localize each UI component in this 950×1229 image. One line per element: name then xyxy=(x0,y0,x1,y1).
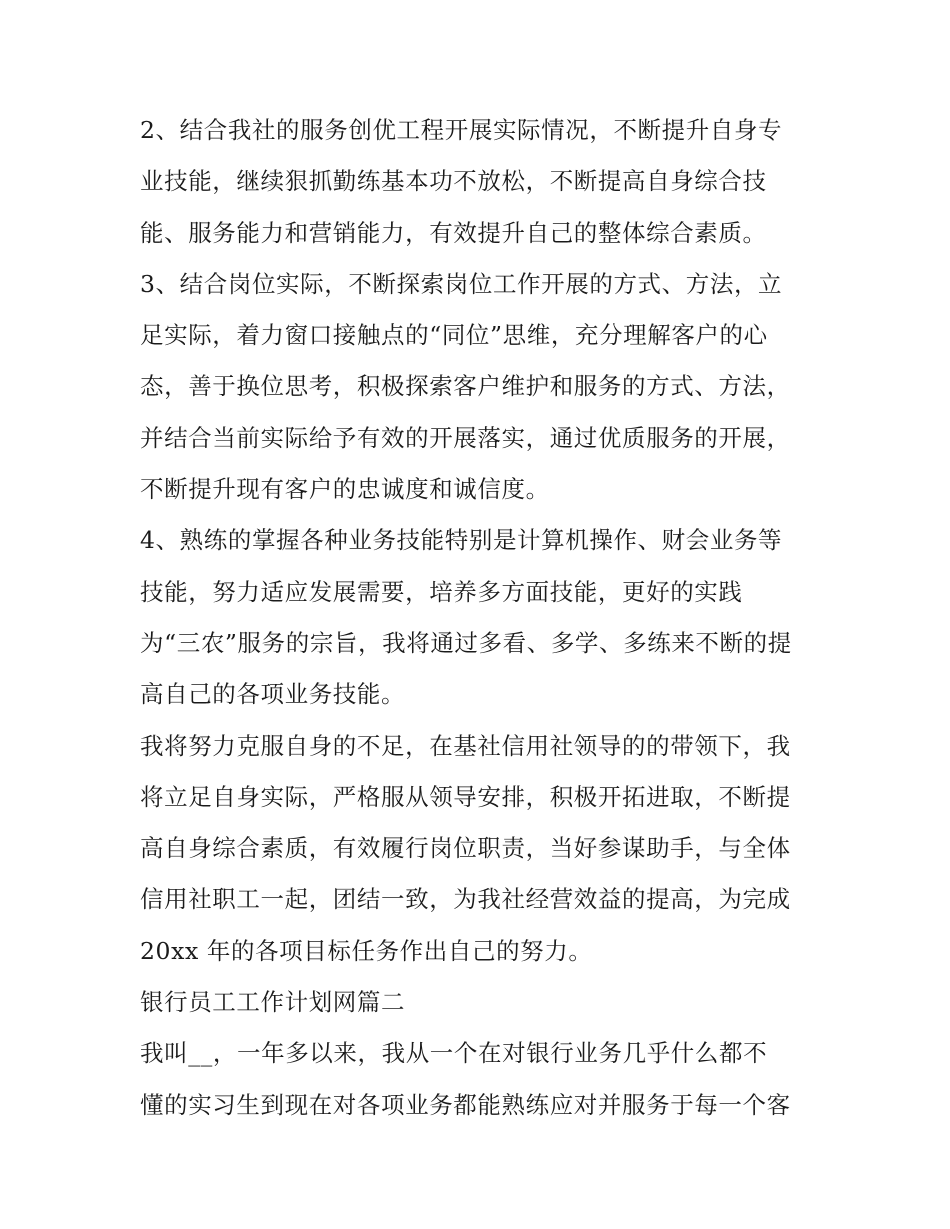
text-line: 我将努力克服自身的不足，在基社信用社领导的的带领下，我 xyxy=(140,731,791,760)
text-line: 为“三农”服务的宗旨，我将通过多看、多学、多练来不断的提 xyxy=(140,628,792,657)
text-line: 态，善于换位思考，积极探索客户维护和服务的方式、方法， xyxy=(140,372,791,401)
text-line: 技能，努力适应发展需要，培养多方面技能，更好的实践 xyxy=(140,577,743,606)
document-body xyxy=(140,105,820,1131)
text-line: 信用社职工一起，团结一致，为我社经营效益的提高，为完成 xyxy=(140,885,791,914)
text-line: 足实际，着力窗口接触点的“同位”思维，充分理解客户的心 xyxy=(140,321,768,350)
text-line: 2、结合我社的服务创优工程开展实际情况，不断提升自身专 xyxy=(140,116,783,144)
text-line: 懂的实习生到现在对各项业务都能熟练应对并服务于每一个客 xyxy=(140,1090,791,1119)
section-heading: 银行员工工作计划网篇二 xyxy=(140,988,406,1017)
text-line: 并结合当前实际给予有效的开展落实，通过优质服务的开展， xyxy=(140,423,791,452)
text-line: 20xx 年的各项目标任务作出自己的努力。 xyxy=(140,936,593,965)
text-line: 我叫__，一年多以来，我从一个在对银行业务几乎什么都不 xyxy=(140,1039,768,1068)
text-line: 能、服务能力和营销能力，有效提升自己的整体综合素质。 xyxy=(140,218,767,247)
text-line: 3、结合岗位实际，不断探索岗位工作开展的方式、方法，立 xyxy=(140,269,783,298)
text-line: 不断提升现有客户的忠诚度和诚信度。 xyxy=(140,475,550,504)
text-line: 业技能，继续狠抓勤练基本功不放松，不断提高自身综合技 xyxy=(140,167,767,196)
text-line: 高自身综合素质，有效履行岗位职责，当好参谋助手，与全体 xyxy=(140,834,791,863)
text-line: 将立足自身实际，严格服从领导安排，积极开拓进取，不断提 xyxy=(140,782,791,811)
text-line: 高自己的各项业务技能。 xyxy=(140,680,406,709)
text-line: 4、熟练的掌握各种业务技能特别是计算机操作、财会业务等 xyxy=(140,526,783,555)
